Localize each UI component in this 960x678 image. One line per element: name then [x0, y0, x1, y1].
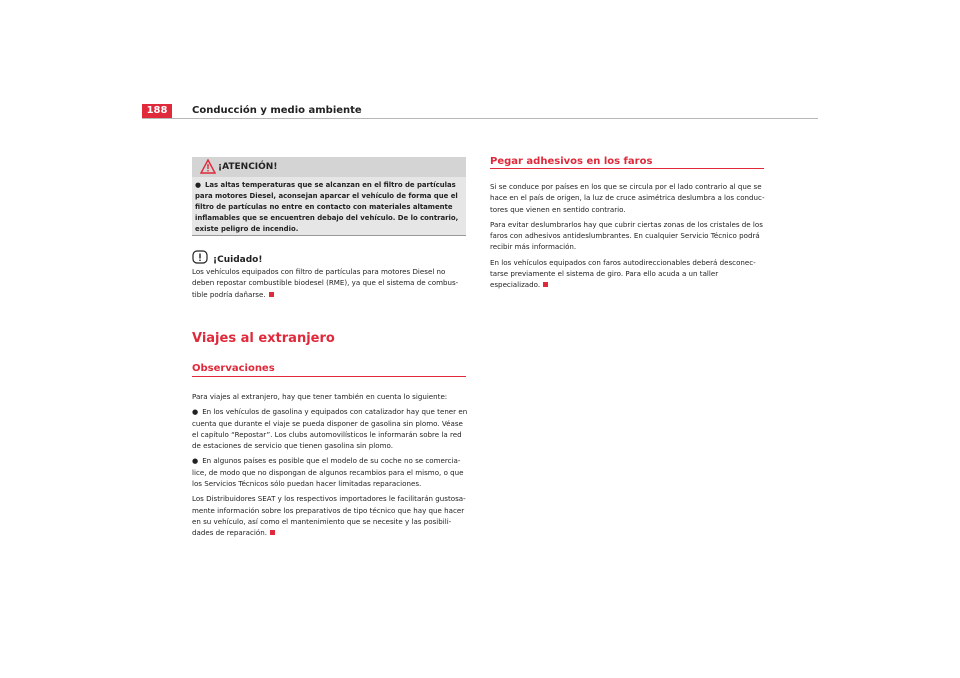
list-item: ● En algunos países es posible que el modelo de su coche no se comercia-lice, de modo que no dispongan de algunos recambios para el mismo, o que los Servicios Técnicos sólo puedan hacer limitadas reparaciones.: [192, 456, 464, 489]
list-item: ● En los vehículos de gasolina y equipados con catalizador hay que tener en cuenta que durante el viaje se pueda disponer de gasolina sin plomo. Véase el capítulo “Repostar”. Los clubs automovilísticos le informarán sobre la red de estaciones de servicio que tienen gasolina sin plomo.: [192, 407, 468, 451]
heading-rule: [490, 168, 764, 169]
bullet-icon: ●: [192, 407, 199, 417]
warning-title: ¡ATENCIÓN!: [218, 162, 278, 172]
header-divider: [142, 118, 818, 119]
subheading-rule: [192, 376, 466, 377]
section-heading-headlights: Pegar adhesivos en los faros: [490, 156, 653, 167]
bullet-icon: ●: [195, 181, 202, 189]
paragraph: En los vehículos equipados con faros autodireccionables deberá desconec-tarse previamente el sistema de giro. Para ello acuda a un taller especializado.: [490, 257, 756, 290]
caution-text: Los vehículos equipados con filtro de partículas para motores Diesel no deben repostar combustible biodesel (RME), ya que el sistema de combus-tible podría dañarse.: [192, 267, 459, 299]
end-of-section-icon: [269, 292, 274, 297]
warning-box: [192, 157, 466, 236]
warning-header: [192, 157, 466, 177]
caution-title: ¡Cuidado!: [213, 255, 263, 265]
warning-triangle-icon: [200, 159, 216, 174]
section-heading-travel: Viajes al extranjero: [192, 331, 335, 346]
travel-body: [192, 391, 468, 543]
paragraph: Para evitar deslumbrarlos hay que cubrir ciertas zonas de los cristales de los faros con adhesivos antideslumbrantes. En cualquier Servicio Técnico podrá recibir más información.: [490, 219, 763, 252]
travel-intro: Para viajes al extranjero, hay que tener también en cuenta lo siguiente:: [192, 392, 448, 401]
headlights-body: [490, 181, 766, 295]
end-of-section-icon: [270, 530, 275, 535]
page-number: 188: [142, 104, 172, 118]
running-title: Conducción y medio ambiente: [192, 105, 362, 116]
subheading-observations: Observaciones: [192, 363, 275, 374]
travel-closing: Los Distribuidores SEAT y los respectivos importadores le facilitarán gustosa-mente información sobre los preparativos de tipo técnico que hay que hacer en su vehículo, así como el mantenimiento que se necesite y las posibili-dades de reparación.: [192, 494, 466, 538]
bullet-icon: ●: [192, 456, 199, 466]
paragraph: Si se conduce por países en los que se circula por el lado contrario al que se hace en el país de origen, la luz de cruce asimétrica deslumbra a los conduc-tores que vienen en sentido contrario.: [490, 182, 765, 214]
exclamation-circle-icon: [192, 250, 208, 264]
end-of-section-icon: [543, 282, 548, 287]
warning-text: ● Las altas temperaturas que se alcanzan en el filtro de partículas para motores Diesel, aconsejan aparcar el vehículo de forma que el filtro de partículas no entre en contacto con materiales altamente inflamables que se encuentren debajo del vehículo. De lo contrario, existe peligro de incendio.: [195, 181, 459, 234]
